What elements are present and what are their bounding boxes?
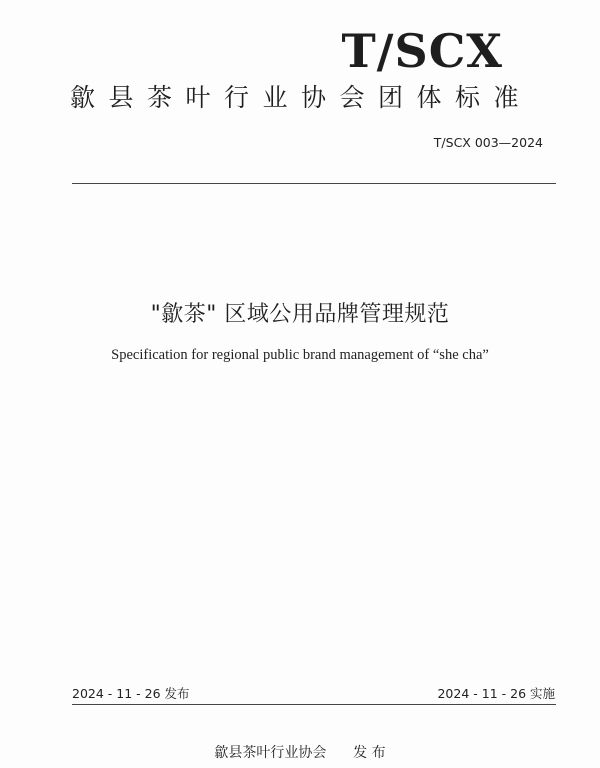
organization-standard-title: 歙县茶叶行业协会团体标准 [70,83,533,112]
standard-code-mark: T/SCX [341,24,503,78]
publisher-line: 歙县茶叶行业协会 发 布 [214,745,386,761]
implementation-date: 2024 - 11 - 26 实施 [437,686,555,701]
standard-number: T/SCX 003—2024 [433,135,543,150]
issue-date: 2024 - 11 - 26 发布 [72,686,190,701]
bottom-divider [72,704,556,705]
document-title-english: Specification for regional public brand management of “she cha” [111,347,489,363]
document-title-chinese: "歙茶" 区域公用品牌管理规范 [150,302,450,327]
top-divider [72,183,556,184]
